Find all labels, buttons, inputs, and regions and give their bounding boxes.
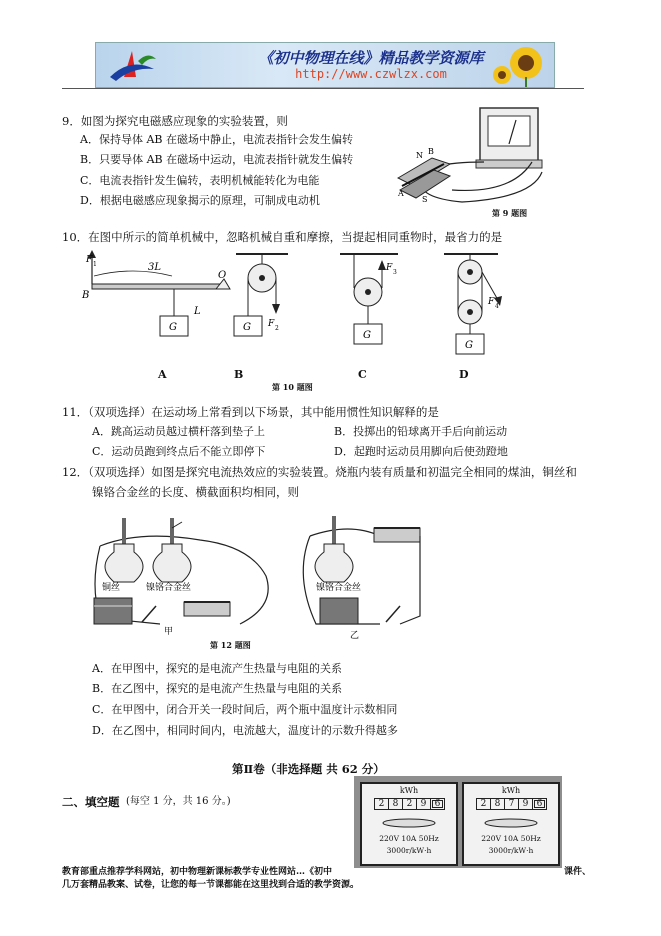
q10-label-a[interactable]: A (158, 368, 167, 381)
q10-a-g: G (169, 322, 177, 333)
meter-2-digits (476, 798, 547, 810)
q10-d-g: G (465, 340, 473, 351)
header-title: 《初中物理在线》精品教学资源库 (258, 49, 484, 67)
sunflower-icon (488, 43, 554, 87)
q9-caption: 第 9 题图 (492, 208, 528, 218)
q10-a-fsub: 1 (93, 261, 97, 268)
meter-2-spec: 220V 10A 50Hz (481, 834, 541, 843)
q11-stem: 11．（双项选择）在运动场上常看到以下场景，其中能用惯性知识解释的是 (62, 405, 439, 419)
q9-label-a: A (398, 189, 404, 198)
q10-label-b[interactable]: B (234, 368, 244, 381)
q12-label-jia: 甲 (164, 627, 174, 637)
q10-a-f: F (86, 255, 93, 265)
meter-1-digit: 2 (375, 799, 389, 809)
q10-d-f: F (488, 297, 495, 307)
q10-stem: 10．在图中所示的简单机械中，忽略机械自重和摩擦，当提起相同重物时，最省力的是 (62, 230, 503, 244)
logo-icon (102, 47, 164, 83)
q9-label-s: S (422, 195, 428, 204)
q10-a-l: L (194, 306, 201, 317)
meter-2-digit: 8 (491, 799, 505, 809)
meter-1-digit: 2 (403, 799, 417, 809)
q12-stem-line1: 12．（双项选择）如图是探究电流热效应的实验装置。烧瓶内装有质量和初温完全相同的煤油，铜丝和 (62, 465, 577, 479)
q10-figures (78, 248, 578, 358)
footer-line1-tail: 课件、 (564, 867, 592, 877)
meter-2-digit: 2 (477, 799, 491, 809)
footer-line2: 几万套精品教案、试卷，让您的每一节课都能在这里找到合适的教学资源。 (62, 880, 360, 890)
q12-option-c[interactable]: C．在甲图中，闭合开关一段时间后，两个瓶中温度计示数相同 (92, 703, 398, 716)
q12-label-yi: 乙 (350, 631, 360, 641)
meter-1-digits (374, 798, 445, 810)
meter-2-unit: kWh (501, 786, 521, 795)
meters-photo (354, 776, 562, 868)
part2-title: 第Ⅱ卷（非选择题 共 62 分） (232, 762, 385, 776)
header-url[interactable]: http://www.czwlzx.com (295, 67, 447, 81)
q10-b-g: G (243, 322, 251, 333)
meter-2-digit: 7 (505, 799, 519, 809)
meter-1 (360, 782, 458, 866)
q10-c-fsub: 3 (393, 269, 397, 276)
q11-option-d[interactable]: D．起跑时运动员用脚向后使劲蹬地 (334, 445, 508, 458)
meter-1-digit: 9 (417, 799, 431, 809)
q10-b-f: F (268, 319, 275, 329)
q9-option-d[interactable]: D．根据电磁感应现象揭示的原理，可制成电动机 (80, 194, 320, 207)
q11-option-b[interactable]: B．投掷出的铅球离开手后向前运动 (334, 425, 508, 438)
meter-1-digit: 8 (389, 799, 403, 809)
q12-option-b[interactable]: B．在乙图中，探究的是电流产生热量与电阻的关系 (92, 682, 343, 695)
q10-d-fsub: 4 (495, 303, 499, 310)
q9-option-b[interactable]: B．只要导体 AB 在磁场中运动，电流表指针就发生偏转 (80, 153, 354, 166)
q9-stem: 9．如图为探究电磁感应现象的实验装置，则 (62, 114, 288, 128)
q10-a-b: B (82, 290, 90, 301)
q10-label-c[interactable]: C (358, 368, 367, 381)
q10-c-g: G (363, 330, 371, 341)
q10-label-d[interactable]: D (459, 368, 469, 381)
q12-label-nichrome2: 镍铬合金丝 (316, 583, 362, 593)
meter-1-spec: 220V 10A 50Hz (379, 834, 439, 843)
q12-figures (80, 506, 560, 646)
q12-option-d[interactable]: D．在乙图中，相同时间内，电流越大，温度计的示数升得越多 (92, 724, 398, 737)
section-title: 二、填空题 (62, 795, 120, 809)
meter-2 (462, 782, 560, 866)
q11-option-a[interactable]: A．跳高运动员越过横杆落到垫子上 (92, 425, 265, 438)
q12-label-copper: 铜丝 (102, 583, 121, 593)
meter-1-digit: 6 (431, 799, 444, 809)
q12-stem-line2: 镍铬合金丝的长度、横截面积均相同，则 (92, 485, 299, 499)
q12-label-nichrome: 镍铬合金丝 (146, 583, 192, 593)
section-note: (每空 1 分，共 16 分。) (126, 796, 231, 807)
meter-1-disc-icon (380, 816, 438, 830)
q9-label-b: B (428, 147, 434, 156)
q10-a-3l: 3L (148, 262, 162, 273)
q12-option-a[interactable]: A．在甲图中，探究的是电流产生热量与电阻的关系 (92, 662, 342, 675)
header-banner (95, 42, 555, 88)
meter-1-rate: 3000r/kW·h (386, 846, 432, 855)
q10-a-o: O (218, 270, 227, 281)
meter-2-digit: 9 (519, 799, 533, 809)
q9-label-n: N (416, 151, 423, 160)
q10-b-fsub: 2 (275, 325, 279, 332)
header-divider (62, 88, 584, 89)
q11-option-c[interactable]: C．运动员跑到终点后不能立即停下 (92, 445, 266, 458)
q9-option-a[interactable]: A．保持导体 AB 在磁场中静止，电流表指针会发生偏转 (80, 133, 353, 146)
meter-2-digit: 6 (533, 799, 546, 809)
footer-line1: 教育部重点推荐学科网站，初中物理新课标教学专业性网站…《初中 (62, 867, 333, 877)
q10-caption: 第 10 题图 (272, 382, 313, 392)
q12-caption: 第 12 题图 (210, 640, 251, 650)
meter-1-unit: kWh (399, 786, 419, 795)
q9-option-c[interactable]: C．电流表指针发生偏转，表明机械能转化为电能 (80, 174, 320, 187)
q9-figure (392, 102, 582, 216)
q10-c-f: F (386, 263, 393, 273)
meter-2-rate: 3000r/kW·h (488, 846, 534, 855)
meter-2-disc-icon (482, 816, 540, 830)
